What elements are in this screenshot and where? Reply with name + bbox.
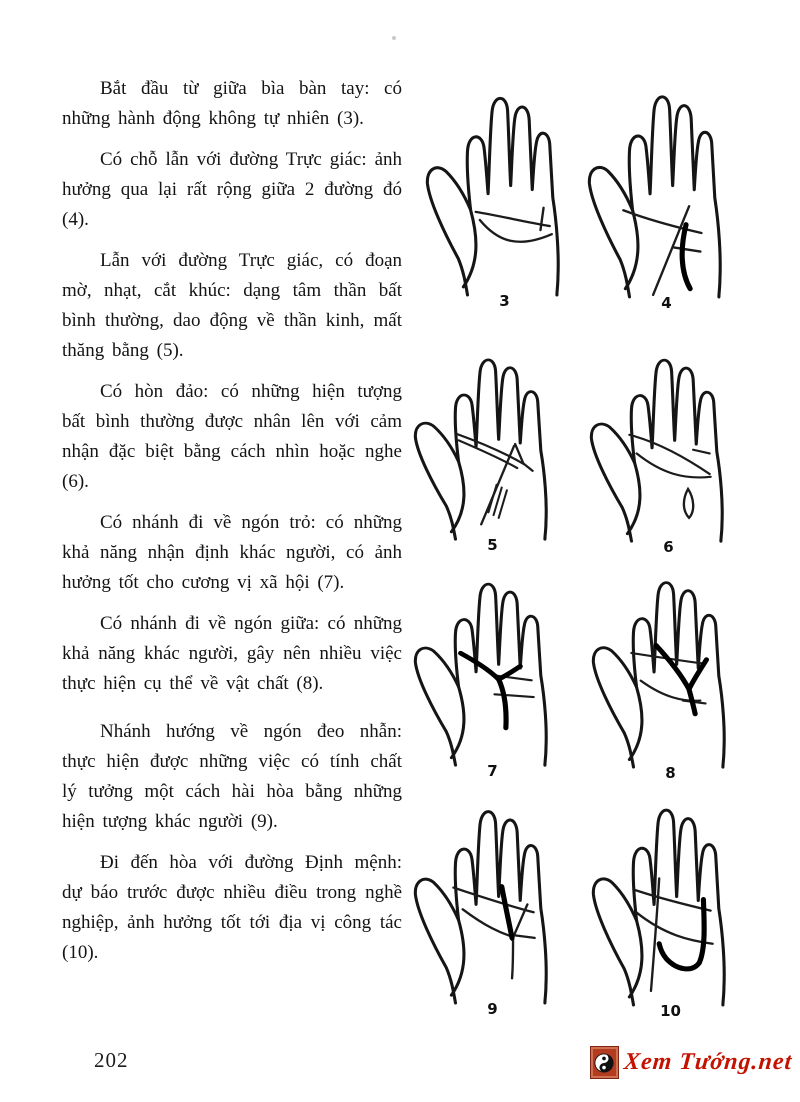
paragraph: Lẫn với đường Trực giác, có đoạn mờ, nhạt, cắt khúc: dạng tâm thần bất bình thường, dao động về thần kinh, mất thăng bằng (5). [62, 250, 402, 361]
body-text-column [62, 74, 402, 979]
palm-illustration-icon [400, 334, 585, 542]
hand-diagram-9 [400, 784, 585, 1018]
paragraph: Có nhánh đi về ngón trỏ: có những khả năng nhận định khác người, có ảnh hưởng tốt cho cương vị xã hội (7). [62, 512, 402, 593]
paragraph: Nhánh hướng về ngón đeo nhẫn: thực hiện được những việc có tính chất lý tưởng một cách hài hòa bằng những hiện tượng khác người (9). [62, 721, 402, 832]
palm-illustration-icon [400, 558, 585, 768]
figure-number: 9 [487, 1000, 498, 1018]
hand-diagram-4 [574, 68, 759, 312]
paragraph: Có nhánh đi về ngón giữa: có những khả năng khác người, gây nên nhiều việc thực hiện cụ thể về vật chất (8). [62, 613, 402, 694]
scan-speck [392, 36, 396, 40]
hand-diagram-5 [400, 334, 585, 554]
paragraph: Có hòn đảo: có những hiện tượng bất bình thường được nhân lên với cảm nhận đặc biệt bằng cách nhìn hoặc nghe (6). [62, 381, 402, 492]
palm-illustration-icon [574, 68, 759, 300]
figure-number: 6 [663, 538, 674, 556]
watermark-link[interactable] [590, 1046, 792, 1079]
figure-number: 5 [487, 536, 498, 554]
palm-illustration-icon [578, 782, 763, 1008]
watermark-site-name: Xem Tướng.net [622, 1049, 794, 1075]
palm-illustration-icon [412, 70, 597, 298]
paragraph: Bắt đầu từ giữa bìa bàn tay: có những hành động không tự nhiên (3). [62, 78, 402, 129]
yin-yang-icon [590, 1046, 619, 1079]
figure-number: 4 [661, 294, 672, 312]
palm-illustration-icon [576, 334, 761, 544]
palm-illustration-icon [400, 784, 585, 1006]
page-number: 202 [94, 1048, 129, 1072]
figure-number: 10 [660, 1002, 681, 1020]
palm-illustration-icon [578, 556, 763, 770]
figure-number: 8 [665, 764, 676, 782]
figure-number: 7 [487, 762, 498, 780]
hand-diagram-10 [578, 782, 763, 1020]
paragraph: Đi đến hòa với đường Định mệnh: dự báo trước được nhiều điều trong nghề nghiệp, ảnh hưởng tốt tới địa vị công tác (10). [62, 852, 402, 963]
paragraph: Có chỗ lẫn với đường Trực giác: ảnh hưởng qua lại rất rộng giữa 2 đường đó (4). [62, 149, 402, 230]
hand-diagram-8 [578, 556, 763, 782]
hand-diagram-6 [576, 334, 761, 556]
figure-number: 3 [499, 292, 510, 310]
hand-diagram-3 [412, 70, 597, 310]
hand-diagram-7 [400, 558, 585, 780]
